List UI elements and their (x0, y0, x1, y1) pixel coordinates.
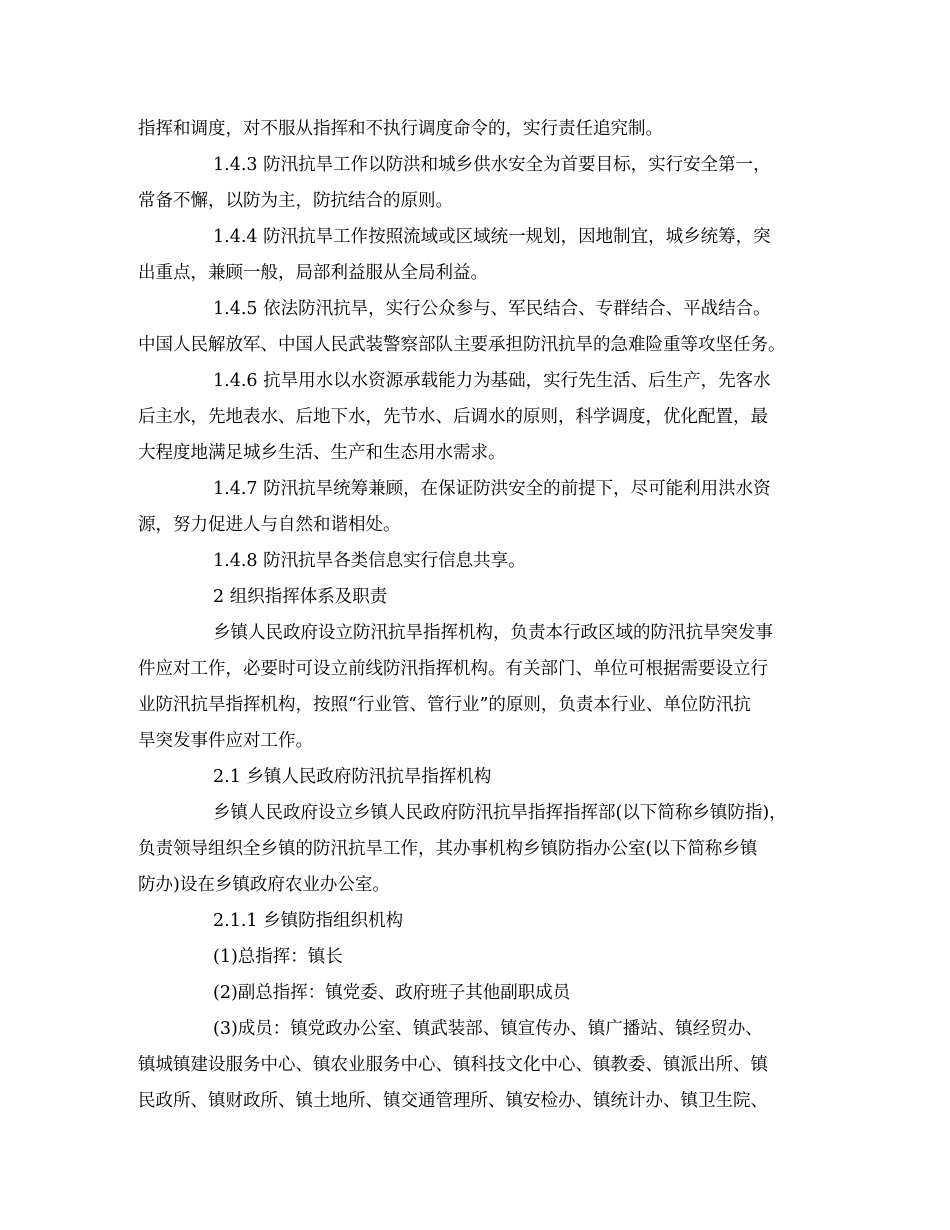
text-line: 负责领导组织全乡镇的防汛抗旱工作，其办事机构乡镇防指办公室(以下简称乡镇 (138, 839, 758, 859)
text-line: 民政所、镇财政所、镇土地所、镇交通管理所、镇安检办、镇统计办、镇卫生院、 (138, 1091, 768, 1111)
text-line: 1.4.7 防汛抗旱统筹兼顾，在保证防洪安全的前提下，尽可能利用洪水资 (213, 479, 771, 499)
text-line: 件应对工作，必要时可设立前线防汛指挥机构。有关部门、单位可根据需要设立行 (138, 659, 768, 679)
text-line: 1.4.5 依法防汛抗旱，实行公众参与、军民结合、专群结合、平战结合。 (213, 299, 771, 319)
text-line: 镇城镇建设服务中心、镇农业服务中心、镇科技文化中心、镇教委、镇派出所、镇 (138, 1055, 768, 1075)
text-line: 1.4.6 抗旱用水以水资源承载能力为基础，实行先生活、后生产，先客水 (213, 371, 771, 391)
text-line: 旱突发事件应对工作。 (138, 731, 313, 751)
section-heading: 2 组织指挥体系及职责 (213, 587, 388, 607)
text-line: 业防汛抗旱指挥机构，按照“行业管、管行业”的原则，负责本行业、单位防汛抗 (138, 695, 751, 715)
text-line: 乡镇人民政府设立乡镇人民政府防汛抗旱指挥指挥部(以下简称乡镇防指)， (213, 803, 787, 823)
text-line: 指挥和调度，对不服从指挥和不执行调度命令的，实行责任追究制。 (138, 119, 663, 139)
text-line: 出重点，兼顾一般，局部利益服从全局利益。 (138, 263, 488, 283)
text-line: 防办)设在乡镇政府农业办公室。 (138, 875, 390, 895)
text-line: (1)总指挥：镇长 (213, 947, 343, 967)
text-line: 后主水，先地表水、后地下水，先节水、后调水的原则，科学调度，优化配置，最 (138, 407, 768, 427)
text-line: 1.4.8 防汛抗旱各类信息实行信息共享。 (213, 551, 526, 571)
text-line: 源，努力促进人与自然和谐相处。 (138, 515, 401, 535)
text-line: 常备不懈，以防为主，防抗结合的原则。 (138, 191, 453, 211)
text-line: 1.4.3 防汛抗旱工作以防洪和城乡供水安全为首要目标，实行安全第一， (213, 155, 771, 175)
text-line: 乡镇人民政府设立防汛抗旱指挥机构，负责本行政区域的防汛抗旱突发事 (213, 623, 773, 643)
text-line: 大程度地满足城乡生活、生产和生态用水需求。 (138, 443, 506, 463)
text-line: 1.4.4 防汛抗旱工作按照流域或区域统一规划，因地制宜，城乡统筹，突 (213, 227, 771, 247)
section-heading: 2.1.1 乡镇防指组织机构 (213, 911, 404, 931)
text-line: 中国人民解放军、中国人民武装警察部队主要承担防汛抗旱的急难险重等攻坚任务。 (138, 335, 786, 355)
section-heading: 2.1 乡镇人民政府防汛抗旱指挥机构 (213, 767, 492, 787)
text-line: (3)成员：镇党政办公室、镇武装部、镇宣传办、镇广播站、镇经贸办、 (213, 1019, 763, 1039)
text-line: (2)副总指挥：镇党委、政府班子其他副职成员 (213, 983, 571, 1003)
